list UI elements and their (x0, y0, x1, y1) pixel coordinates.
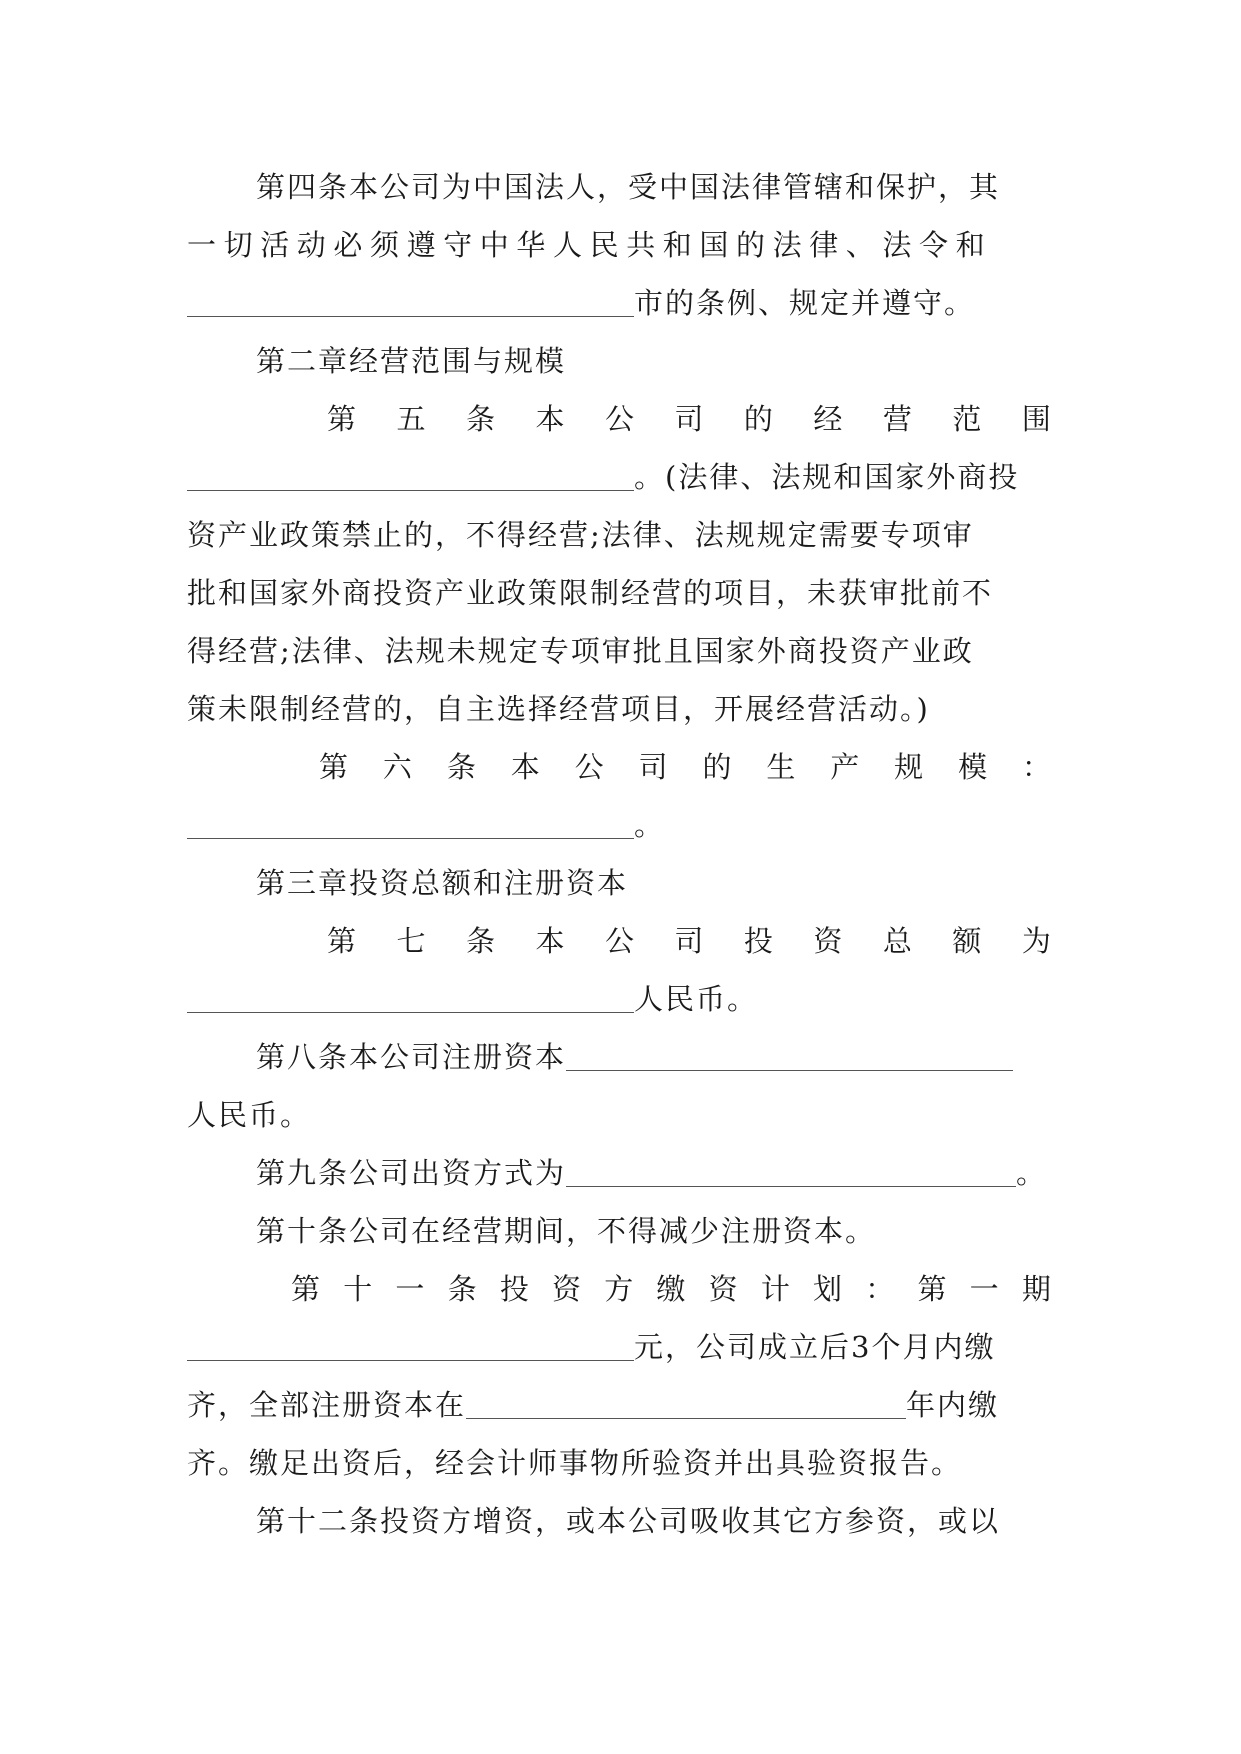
article-11-char: 投 (499, 1272, 529, 1306)
article-7-char: 七 (396, 924, 426, 958)
blank-registered-capital-field[interactable] (566, 1040, 1013, 1071)
article-6-char: 公 (574, 750, 604, 784)
blank-total-investment-field[interactable] (187, 982, 634, 1013)
article-11-char: 计 (760, 1272, 790, 1306)
article-11-line-3-text-b: 年内缴 (906, 1388, 1000, 1422)
article-11-line-2 (187, 1318, 1053, 1376)
article-11-char: 缴 (656, 1272, 686, 1306)
blank-city-field[interactable] (187, 286, 634, 317)
article-11-char: 条 (447, 1272, 477, 1306)
article-10: 第十条公司在经营期间，不得减少注册资本。 (256, 1214, 877, 1248)
article-5-line-4: 批和国家外商投资产业政策限制经营的项目，未获审批前不 (187, 576, 994, 610)
article-6-char: 产 (830, 750, 860, 784)
article-5-line-1 (187, 390, 1053, 448)
article-6-line-2 (187, 796, 1053, 854)
article-7-char: 公 (604, 924, 634, 958)
article-6-char: 司 (638, 750, 668, 784)
article-7-line-1 (187, 912, 1053, 970)
article-11-char: 一 (969, 1272, 999, 1306)
article-6-line-2-text: 。 (634, 808, 666, 842)
article-6-char: 本 (510, 750, 540, 784)
article-4-line-2 (187, 216, 1053, 274)
article-7-char: 本 (535, 924, 565, 958)
article-7-char: 第 (327, 924, 357, 958)
article-7-char: 额 (952, 924, 982, 958)
article-6-char: 模 (958, 750, 988, 784)
article-11-line-4: 齐。缴足出资后，经会计师事物所验资并出具验资报告。 (187, 1446, 963, 1480)
article-11-char: 资 (552, 1272, 582, 1306)
article-5-char: 范 (952, 402, 982, 436)
article-5-line-6: 策未限制经营的，自主选择经营项目，开展经营活动。) (187, 692, 930, 726)
article-11-char: 资 (708, 1272, 738, 1306)
article-8-line-1-text: 第八条本公司注册资本 (256, 1040, 567, 1074)
article-11-char: ： (865, 1272, 895, 1306)
article-4-line-2-text: 一切活动必须遵守中华人民共和国的法律、法令和 (187, 228, 993, 262)
article-11-char: 第 (917, 1272, 947, 1306)
article-11-line-1 (187, 1260, 1053, 1318)
article-11-line-3-text-a: 齐，全部注册资本在 (187, 1388, 467, 1422)
article-7-line-2-text: 人民币。 (634, 982, 759, 1016)
article-7-char: 总 (882, 924, 912, 958)
article-5-char: 五 (396, 402, 426, 436)
article-11-char: 方 (604, 1272, 634, 1306)
article-5-line-2-text: 。(法律、法规和国家外商投 (634, 460, 1020, 494)
article-11-char: 划 (813, 1272, 843, 1306)
blank-production-scale-field[interactable] (187, 808, 634, 839)
article-7-char: 为 (1021, 924, 1051, 958)
article-4-line-3-text: 市的条例、规定并遵守。 (634, 286, 976, 320)
article-9-end: 。 (1016, 1156, 1048, 1190)
chapter-3-heading: 第三章投资总额和注册资本 (256, 866, 629, 900)
article-6-char: ： (1021, 750, 1051, 784)
article-7-char: 条 (465, 924, 495, 958)
article-5-char: 营 (882, 402, 912, 436)
article-4-line-3 (187, 274, 1053, 332)
article-8-line-2: 人民币。 (187, 1098, 312, 1132)
article-6-char: 六 (382, 750, 412, 784)
article-5-char: 条 (465, 402, 495, 436)
article-6-char: 第 (319, 750, 349, 784)
article-11-line-3 (187, 1376, 1053, 1434)
article-11-char: 十 (343, 1272, 373, 1306)
article-11-char: 一 (395, 1272, 425, 1306)
blank-full-payment-years-field[interactable] (466, 1388, 906, 1419)
article-11-line-2-text: 元，公司成立后3个月内缴 (634, 1330, 996, 1364)
article-5-char: 司 (674, 402, 704, 436)
document-page (187, 158, 1053, 1550)
article-5-char: 公 (604, 402, 634, 436)
article-12-line-1: 第十二条投资方增资，或本公司吸收其它方参资，或以 (256, 1504, 1001, 1538)
article-5-char: 围 (1021, 402, 1051, 436)
article-6-char: 的 (702, 750, 732, 784)
article-5-char: 的 (743, 402, 773, 436)
blank-first-installment-field[interactable] (187, 1330, 634, 1361)
chapter-2-heading: 第二章经营范围与规模 (256, 344, 567, 378)
blank-business-scope-field[interactable] (187, 460, 634, 491)
article-5-char: 本 (535, 402, 565, 436)
article-7-char: 投 (743, 924, 773, 958)
article-11-char: 期 (1021, 1272, 1051, 1306)
article-4-line-1: 第四条本公司为中国法人，受中国法律管辖和保护，其 (256, 170, 1001, 204)
article-6-char: 生 (766, 750, 796, 784)
article-7-char: 司 (674, 924, 704, 958)
article-5-char: 第 (327, 402, 357, 436)
article-11-char: 第 (291, 1272, 321, 1306)
article-7-line-2 (187, 970, 1053, 1028)
article-5-char: 经 (813, 402, 843, 436)
article-9-line-1 (187, 1144, 1053, 1202)
article-5-line-2 (187, 448, 1053, 506)
article-5-line-3: 资产业政策禁止的，不得经营;法律、法规规定需要专项审 (187, 518, 974, 552)
blank-contribution-method-field[interactable] (566, 1156, 1016, 1187)
article-8-line-1 (187, 1028, 1053, 1086)
article-5-line-5: 得经营;法律、法规未规定专项审批且国家外商投资产业政 (187, 634, 974, 668)
article-6-char: 条 (446, 750, 476, 784)
article-6-char: 规 (894, 750, 924, 784)
article-7-char: 资 (813, 924, 843, 958)
article-9-line-1-text: 第九条公司出资方式为 (256, 1156, 567, 1190)
article-6-line-1 (187, 738, 1053, 796)
